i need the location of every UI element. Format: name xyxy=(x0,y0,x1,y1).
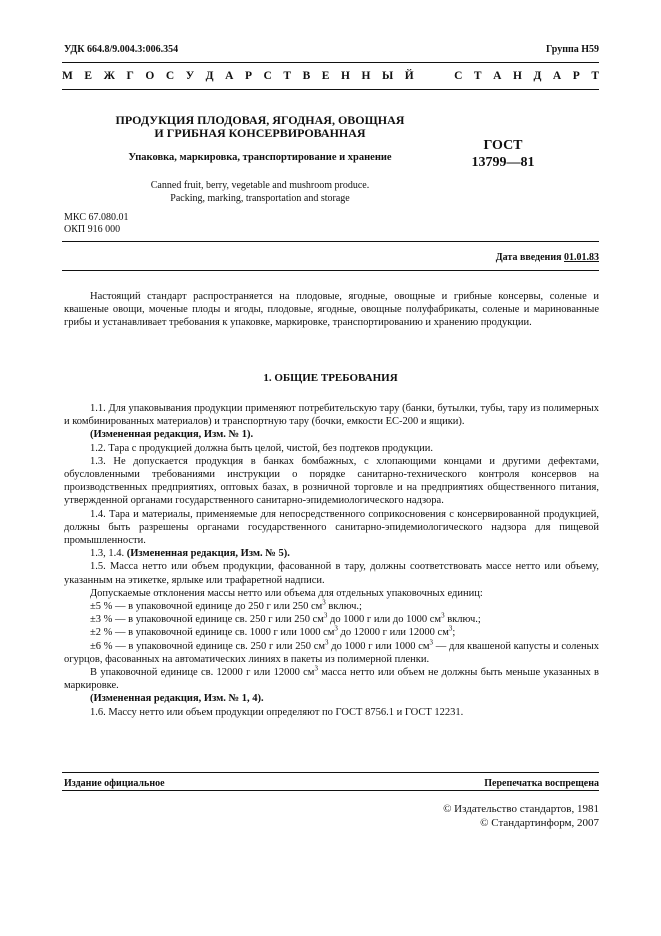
banner-letter: У xyxy=(185,70,195,82)
banner-letter: М xyxy=(62,70,73,82)
clause-1-2: 1.2. Тара с продукцией должна быть целой, чистой, без подтеков продукции. xyxy=(90,442,433,454)
english-title-line-1: Canned fruit, berry, vegetable and mushroom produce. xyxy=(150,180,370,191)
banner-letter: А xyxy=(493,70,502,82)
intro-paragraph xyxy=(64,290,599,330)
deviation-3-mid: до 12000 г или 12000 см xyxy=(337,627,449,639)
deviation-1-text: ±5 % — в упаковочной единице до 250 г или 250 см xyxy=(90,601,323,613)
banner-letter: О xyxy=(145,70,155,82)
banner-letter: В xyxy=(302,70,311,82)
date-value: 01.01.83 xyxy=(564,252,599,263)
title-line-2: И ГРИБНАЯ КОНСЕРВИРОВАННАЯ xyxy=(154,126,366,140)
official-edition-label: Издание официальное xyxy=(64,778,165,789)
superscript: 3 xyxy=(448,624,453,633)
introduction-date xyxy=(496,252,599,263)
deviation-4-mid: до 1000 г или 1000 см xyxy=(328,640,430,652)
header-bottom-rule xyxy=(62,241,599,242)
clauses-ref: 1.3, 1.4. xyxy=(90,548,127,560)
large-unit-clause xyxy=(64,666,599,692)
english-title-line-2: Packing, marking, transportation and storage xyxy=(170,193,350,204)
reprint-prohibited-label: Перепечатка воспрещена xyxy=(484,778,599,789)
banner-letter: Р xyxy=(244,70,252,82)
top-rule xyxy=(62,62,599,63)
title-line-1: ПРОДУКЦИЯ ПЛОДОВАЯ, ЯГОДНАЯ, ОВОЩНАЯ xyxy=(115,113,405,127)
superscript: 3 xyxy=(429,638,434,647)
banner-letter: Ж xyxy=(103,70,115,82)
banner-letter: А xyxy=(225,70,234,82)
gost-code: 13799—81 xyxy=(471,155,535,170)
banner-letter: Р xyxy=(572,70,580,82)
deviation-3-tail: ; xyxy=(452,627,456,639)
deviation-intro: Допускаемые отклонения массы нетто или объема для отдельных упаковочных единиц: xyxy=(90,587,483,599)
banner-letter xyxy=(425,70,428,82)
clause-1-4: 1.4. Тара и материалы, применяемые для непосредственного соприкосновения с консервированной продукцией, должны быть разрешены органами государственного санитарно-эпидемиологического надзора для пищевой промышленности. xyxy=(64,508,599,547)
classification-codes xyxy=(64,212,128,236)
superscript: 3 xyxy=(323,611,328,620)
section-heading-1: 1. ОБЩИЕ ТРЕБОВАНИЯ xyxy=(263,372,398,384)
large-unit-tail: масса нетто или объем не должны быть меньше указанных в маркировке. xyxy=(64,667,599,692)
date-label: Дата введения xyxy=(495,252,564,263)
banner-letter: Т xyxy=(591,70,599,82)
banner-letter: Е xyxy=(84,70,93,82)
superscript: 3 xyxy=(334,624,338,633)
banner-rule xyxy=(62,89,599,90)
deviation-2-tail: включ.; xyxy=(444,614,481,626)
banner-letter: С xyxy=(454,70,463,82)
edition-note-1-4: (Измененная редакция, Изм. № 1, 4). xyxy=(90,693,264,705)
banner-letter: Т xyxy=(283,70,292,82)
deviation-1 xyxy=(64,600,599,613)
banner-letter: С xyxy=(165,70,175,82)
udk-code: УДК 664.8/9.004.3:006.354 xyxy=(64,44,179,55)
banner-letter: Г xyxy=(126,70,134,82)
footer-rule xyxy=(62,772,599,773)
banner-letter: Н xyxy=(340,70,350,82)
intro-text: Настоящий стандарт распространяется на плодовые, ягодные, овощные и грибные консервы, соленые и квашеные овощи, моченые плоды и ягоды, плодовые, ягодные, овощные полуфабрикаты, соленые и маринованные грибы и устанавливает требования к упаковке, маркировке, транспортированию и хранению продукции. xyxy=(64,291,599,329)
large-unit-text: В упаковочной единице св. 12000 г или 12000 см xyxy=(90,667,315,679)
mks-code: МКС 67.080.01 xyxy=(64,212,129,223)
banner-letter: Е xyxy=(321,70,330,82)
superscript: 3 xyxy=(441,611,445,620)
okp-code: ОКП 916 000 xyxy=(64,224,121,235)
banner-letter: Т xyxy=(473,70,482,82)
banner-letter: Ы xyxy=(381,70,394,82)
deviation-2-mid: до 1000 г или до 1000 см xyxy=(327,614,442,626)
superscript: 3 xyxy=(314,664,318,673)
copyright-1: © Издательство стандартов, 1981 xyxy=(443,803,599,815)
section-1-body xyxy=(64,402,599,719)
clause-1-1: 1.1. Для упаковывания продукции применяют потребительскую тару (банки, бутылки, тубы, тару из полимерных и комбинированных материалов) и транспортную тару (бочки, емкости ЕС-200 и ящики). xyxy=(64,403,599,428)
banner-letter xyxy=(440,70,443,82)
document-subtitle: Упаковка, маркировка, транспортирование и хранение xyxy=(128,152,392,163)
deviation-3-text: ±2 % — в упаковочной единице св. 1000 г или 1000 см xyxy=(90,627,335,639)
banner-letter: Н xyxy=(361,70,371,82)
superscript: 3 xyxy=(325,638,329,647)
clause-1-3: 1.3. Не допускается продукция в банках бомбажных, с хлопающими концами и другими дефектами, обусловленными требованиями инструкции о порядке санитарно-технического контроля консервов на производственных предприятиях, оптовых базах, в розничной торговле и на предприятиях общественного питания, утвержденной органами государственного санитарно-эпидемиологического надзора. xyxy=(64,455,599,507)
banner-letter: Н xyxy=(512,70,522,82)
deviation-1-tail: включ.; xyxy=(325,601,362,613)
copyright-block xyxy=(443,802,599,830)
copyright-2: © Стандартинформ, 2007 xyxy=(480,817,599,829)
interstate-standard-banner xyxy=(62,70,599,82)
deviation-4 xyxy=(64,640,599,666)
footer-bottom-rule xyxy=(62,790,599,791)
document-title xyxy=(70,114,450,140)
superscript: 3 xyxy=(322,598,326,607)
clause-1-6: 1.6. Массу нетто или объем продукции определяют по ГОСТ 8756.1 и ГОСТ 12231. xyxy=(90,706,464,718)
deviation-4-text: ±6 % — в упаковочной единице св. 250 г или 250 см xyxy=(90,640,326,652)
deviation-3 xyxy=(64,626,599,639)
banner-letter: А xyxy=(552,70,562,82)
edition-note-5 xyxy=(64,547,599,560)
clause-1-5: 1.5. Масса нетто или объем продукции, фасованной в тару, должны соответствовать массе нетто или объему, указанным на этикетке, ярлыке или трафаретной надписи. xyxy=(64,561,599,586)
date-rule xyxy=(62,270,599,271)
deviation-2 xyxy=(64,613,599,626)
edition-note-5-text: (Измененная редакция, Изм. № 5). xyxy=(126,548,290,560)
banner-letter: Д xyxy=(205,70,214,82)
gost-label: ГОСТ xyxy=(483,138,523,153)
banner-letter: С xyxy=(263,70,272,82)
deviation-4-tail: — для квашеной капусты и соленых огурцов, фасованных на автоматических линиях в пакеты из полимерной пленки. xyxy=(64,640,599,665)
gost-number xyxy=(448,137,558,171)
edition-note-1: (Измененная редакция, Изм. № 1). xyxy=(90,429,254,441)
banner-letter: Й xyxy=(404,70,414,82)
english-title xyxy=(70,179,450,205)
group-code: Группа Н59 xyxy=(546,44,599,55)
banner-letter: Д xyxy=(533,70,542,82)
deviation-2-text: ±3 % — в упаковочной единице св. 250 г или 250 см xyxy=(90,614,324,626)
